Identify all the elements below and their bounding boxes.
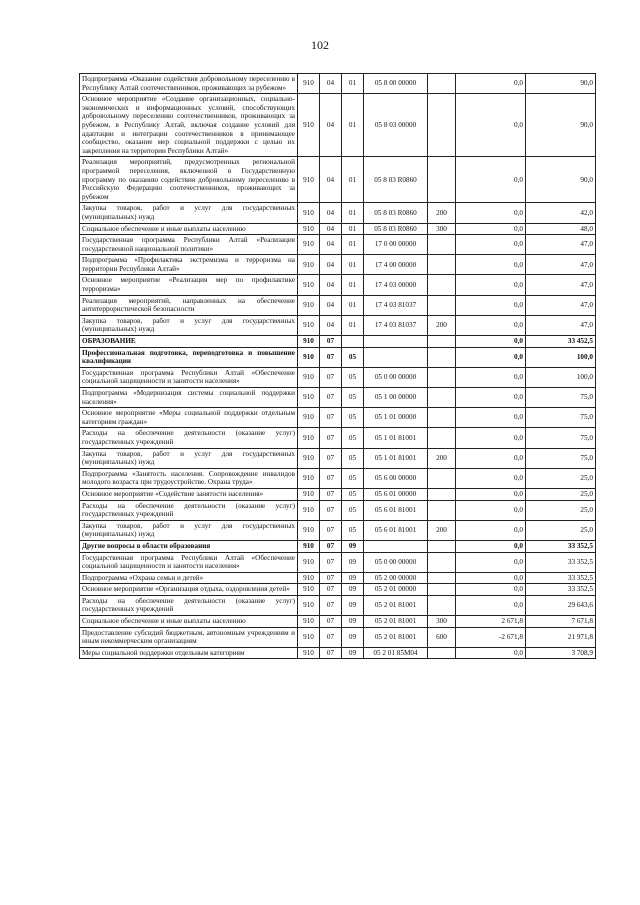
table-row [80,520,596,540]
row-expense-type [428,157,456,203]
table-row [80,647,596,659]
table-row [80,275,596,295]
row-total-amount: 33 352,5 [526,584,596,596]
row-section-code: 04 [320,295,342,315]
row-name: Расходы на обеспечение деятельности (оказание услуг) государственных учреждений [80,595,298,615]
row-subsection-code: 05 [342,520,364,540]
row-expense-type [428,347,456,367]
row-expense-type [428,428,456,448]
row-target-code: 05 6 01 00000 [364,488,428,500]
page-number: 102 [311,38,329,52]
table-row [80,540,596,552]
row-gr-code: 910 [298,408,320,428]
row-target-code: 05 1 01 81001 [364,428,428,448]
row-target-code: 05 8 03 R0860 [364,223,428,235]
row-total-amount: 3 708,9 [526,647,596,659]
row-expense-type [428,255,456,275]
row-total-amount: 25,0 [526,488,596,500]
row-name: Расходы на обеспечение деятельности (оказание услуг) государственных учреждений [80,500,298,520]
row-total-amount: 100,0 [526,367,596,387]
row-expense-type: 300 [428,223,456,235]
row-name: Основное мероприятие «Создание организационных, социально-экономических и информационных условий, способствующих добровольному переселению соотечественников, проживающих за рубежом, в Республику Алтай, включая создание условий для адаптации и интеграции соотечественников в принимающее сообщество, оказание мер социальной поддержки с целью их закрепления на территории Республики Алтай» [80,94,298,157]
row-target-code: 05 6 01 81001 [364,520,428,540]
row-name: Меры социальной поддержки отдельным категориям [80,647,298,659]
row-gr-code: 910 [298,572,320,584]
row-name: Закупка товаров, работ и услуг для государственных (муниципальных) нужд [80,448,298,468]
row-section-code: 04 [320,255,342,275]
row-target-code [364,347,428,367]
row-total-amount: 100,0 [526,347,596,367]
row-section-code: 07 [320,627,342,647]
row-change-amount: 0,0 [456,584,526,596]
table-row [80,347,596,367]
row-name: Подпрограмма «Охрана семьи и детей» [80,572,298,584]
row-gr-code: 910 [298,223,320,235]
row-total-amount: 47,0 [526,295,596,315]
row-target-code: 05 2 00 00000 [364,572,428,584]
row-gr-code: 910 [298,500,320,520]
row-section-code: 07 [320,347,342,367]
row-change-amount: 0,0 [456,74,526,94]
row-subsection-code: 09 [342,540,364,552]
row-name: Государственная программа Республики Алтай «Обеспечение социальной защищенности и занятости населения» [80,552,298,572]
table-row [80,223,596,235]
table-row [80,595,596,615]
row-target-code: 05 6 01 81001 [364,500,428,520]
row-section-code: 04 [320,94,342,157]
row-gr-code: 910 [298,552,320,572]
row-target-code: 05 2 01 81001 [364,616,428,628]
row-target-code: 05 0 00 00000 [364,367,428,387]
row-change-amount: 2 671,8 [456,616,526,628]
row-change-amount: 0,0 [456,647,526,659]
row-subsection-code: 01 [342,223,364,235]
row-subsection-code: 09 [342,595,364,615]
row-section-code: 04 [320,235,342,255]
row-section-code: 04 [320,315,342,335]
table-row [80,488,596,500]
row-gr-code: 910 [298,255,320,275]
row-total-amount: 29 643,6 [526,595,596,615]
row-target-code: 05 1 01 00000 [364,408,428,428]
row-total-amount: 33 452,5 [526,336,596,348]
table-row [80,74,596,94]
row-target-code: 17 4 03 81037 [364,295,428,315]
row-section-code: 07 [320,468,342,488]
row-target-code [364,540,428,552]
table-row [80,448,596,468]
row-target-code [364,336,428,348]
table-row [80,336,596,348]
row-total-amount: 90,0 [526,74,596,94]
row-change-amount: 0,0 [456,428,526,448]
row-expense-type [428,388,456,408]
row-total-amount: 47,0 [526,275,596,295]
row-section-code: 07 [320,647,342,659]
row-expense-type: 200 [428,448,456,468]
row-change-amount: 0,0 [456,408,526,428]
row-subsection-code [342,336,364,348]
table-row [80,500,596,520]
row-section-code: 07 [320,584,342,596]
row-section-code: 07 [320,367,342,387]
row-change-amount: 0,0 [456,275,526,295]
row-name: Основное мероприятие «Меры социальной поддержки отдельным категориям граждан» [80,408,298,428]
row-gr-code: 910 [298,347,320,367]
row-target-code: 17 0 00 00000 [364,235,428,255]
row-expense-type [428,468,456,488]
row-total-amount: 7 671,8 [526,616,596,628]
row-total-amount: 47,0 [526,255,596,275]
row-expense-type: 600 [428,627,456,647]
row-name: Расходы на обеспечение деятельности (оказание услуг) государственных учреждений [80,428,298,448]
row-section-code: 04 [320,157,342,203]
row-target-code: 05 6 00 00000 [364,468,428,488]
table-body [80,74,596,659]
table-row [80,572,596,584]
row-expense-type: 200 [428,203,456,223]
row-gr-code: 910 [298,540,320,552]
row-gr-code: 910 [298,315,320,335]
row-expense-type [428,367,456,387]
row-gr-code: 910 [298,94,320,157]
row-expense-type [428,408,456,428]
row-section-code: 04 [320,275,342,295]
row-gr-code: 910 [298,428,320,448]
row-subsection-code: 05 [342,488,364,500]
row-total-amount: 42,0 [526,203,596,223]
row-change-amount: 0,0 [456,235,526,255]
row-change-amount: 0,0 [456,255,526,275]
row-gr-code: 910 [298,616,320,628]
row-expense-type [428,552,456,572]
row-change-amount: 0,0 [456,468,526,488]
row-change-amount: 0,0 [456,595,526,615]
table-row [80,468,596,488]
row-section-code: 07 [320,572,342,584]
row-target-code: 17 4 00 00000 [364,255,428,275]
row-total-amount: 75,0 [526,388,596,408]
row-total-amount: 90,0 [526,94,596,157]
row-subsection-code: 05 [342,468,364,488]
row-total-amount: 75,0 [526,408,596,428]
row-gr-code: 910 [298,584,320,596]
row-total-amount: 47,0 [526,315,596,335]
row-gr-code: 910 [298,157,320,203]
row-name: ОБРАЗОВАНИЕ [80,336,298,348]
row-change-amount: 0,0 [456,572,526,584]
row-expense-type: 200 [428,315,456,335]
row-target-code: 17 4 03 00000 [364,275,428,295]
row-subsection-code: 09 [342,552,364,572]
row-expense-type [428,500,456,520]
row-name: Подпрограмма «Профилактика экстремизма и терроризма на территории Республики Алтай» [80,255,298,275]
row-change-amount: 0,0 [456,448,526,468]
row-name: Подпрограмма «Модернизация системы социальной поддержки населения» [80,388,298,408]
row-target-code: 05 2 01 81001 [364,595,428,615]
row-subsection-code: 09 [342,616,364,628]
row-total-amount: 47,0 [526,235,596,255]
row-target-code: 05 1 01 81001 [364,448,428,468]
row-change-amount: 0,0 [456,203,526,223]
row-subsection-code: 01 [342,235,364,255]
row-section-code: 07 [320,388,342,408]
row-gr-code: 910 [298,468,320,488]
row-expense-type [428,540,456,552]
row-expense-type [428,488,456,500]
row-change-amount: -2 671,8 [456,627,526,647]
row-expense-type [428,595,456,615]
row-gr-code: 910 [298,627,320,647]
row-name: Основное мероприятие «Содействие занятости населения» [80,488,298,500]
row-section-code: 07 [320,428,342,448]
budget-table [79,73,596,659]
row-total-amount: 33 352,5 [526,540,596,552]
row-subsection-code: 09 [342,572,364,584]
row-total-amount: 90,0 [526,157,596,203]
row-total-amount: 48,0 [526,223,596,235]
row-gr-code: 910 [298,488,320,500]
table-row [80,408,596,428]
row-gr-code: 910 [298,295,320,315]
row-subsection-code: 05 [342,448,364,468]
row-change-amount: 0,0 [456,336,526,348]
row-expense-type [428,647,456,659]
row-expense-type [428,235,456,255]
row-target-code: 05 2 01 85М04 [364,647,428,659]
row-name: Реализация мероприятий, предусмотренных региональной программой переселения, включенной в Государственную программу по оказанию содействия добровольному переселению в Российскую Федерацию соотечественников, проживающих за рубежом [80,157,298,203]
row-total-amount: 25,0 [526,500,596,520]
row-expense-type [428,275,456,295]
row-change-amount: 0,0 [456,223,526,235]
table-row [80,552,596,572]
row-section-code: 04 [320,203,342,223]
table-row [80,157,596,203]
row-subsection-code: 01 [342,94,364,157]
row-name: Подпрограмма «Оказание содействия добровольному переселению в Республику Алтай соотечественников, проживающих за рубежом» [80,74,298,94]
table-row [80,203,596,223]
row-name: Подпрограмма «Занятость населения. Сопровождение инвалидов молодого возраста при трудоустройстве. Охрана труда» [80,468,298,488]
row-section-code: 07 [320,408,342,428]
row-section-code: 07 [320,500,342,520]
row-gr-code: 910 [298,388,320,408]
table-row [80,388,596,408]
row-subsection-code: 05 [342,408,364,428]
row-name: Государственная программа Республики Алтай «Реализация государственной национальной политики» [80,235,298,255]
row-change-amount: 0,0 [456,500,526,520]
row-section-code: 07 [320,552,342,572]
row-expense-type [428,94,456,157]
row-subsection-code: 05 [342,500,364,520]
table-row [80,315,596,335]
row-subsection-code: 09 [342,627,364,647]
row-section-code: 04 [320,74,342,94]
row-gr-code: 910 [298,647,320,659]
row-gr-code: 910 [298,595,320,615]
row-name: Основное мероприятие «Реализация мер по профилактике терроризма» [80,275,298,295]
row-change-amount: 0,0 [456,488,526,500]
row-name: Государственная программа Республики Алтай «Обеспечение социальной защищенности и занятости населения» [80,367,298,387]
row-section-code: 04 [320,223,342,235]
row-name: Закупка товаров, работ и услуг для государственных (муниципальных) нужд [80,315,298,335]
row-change-amount: 0,0 [456,315,526,335]
row-subsection-code: 05 [342,347,364,367]
row-expense-type [428,572,456,584]
row-total-amount: 75,0 [526,448,596,468]
row-target-code: 05 8 03 R0860 [364,203,428,223]
row-gr-code: 910 [298,235,320,255]
row-expense-type [428,584,456,596]
table-row [80,428,596,448]
row-change-amount: 0,0 [456,552,526,572]
table-row [80,255,596,275]
table-row [80,584,596,596]
row-change-amount: 0,0 [456,367,526,387]
table-row [80,235,596,255]
row-total-amount: 33 352,5 [526,572,596,584]
row-change-amount: 0,0 [456,540,526,552]
row-gr-code: 910 [298,336,320,348]
row-total-amount: 33 352,5 [526,552,596,572]
row-section-code: 07 [320,595,342,615]
row-name: Закупка товаров, работ и услуг для государственных (муниципальных) нужд [80,203,298,223]
row-subsection-code: 05 [342,388,364,408]
row-subsection-code: 01 [342,74,364,94]
row-name: Основное мероприятие «Организация отдыха, оздоровления детей» [80,584,298,596]
row-name: Социальное обеспечение и иные выплаты населению [80,223,298,235]
row-subsection-code: 05 [342,428,364,448]
row-gr-code: 910 [298,448,320,468]
row-subsection-code: 01 [342,157,364,203]
row-total-amount: 21 971,8 [526,627,596,647]
row-name: Закупка товаров, работ и услуг для государственных (муниципальных) нужд [80,520,298,540]
table-row [80,367,596,387]
row-total-amount: 25,0 [526,520,596,540]
row-target-code: 05 8 00 00000 [364,74,428,94]
row-subsection-code: 01 [342,295,364,315]
row-gr-code: 910 [298,520,320,540]
row-subsection-code: 01 [342,255,364,275]
table-row [80,627,596,647]
row-name: Социальное обеспечение и иные выплаты населению [80,616,298,628]
row-total-amount: 25,0 [526,468,596,488]
row-section-code: 07 [320,540,342,552]
row-name: Другие вопросы в области образования [80,540,298,552]
row-section-code: 07 [320,520,342,540]
row-section-code: 07 [320,488,342,500]
row-section-code: 07 [320,448,342,468]
row-target-code: 05 2 01 81001 [364,627,428,647]
row-section-code: 07 [320,336,342,348]
row-name: Предоставление субсидий бюджетным, автономным учреждениям и иным некоммерческим организациям [80,627,298,647]
row-change-amount: 0,0 [456,94,526,157]
row-target-code: 05 8 03 00000 [364,94,428,157]
row-name: Реализация мероприятий, направленных на обеспечение антитеррористической безопасности [80,295,298,315]
row-target-code: 05 8 03 R0860 [364,157,428,203]
row-change-amount: 0,0 [456,347,526,367]
row-subsection-code: 01 [342,315,364,335]
row-gr-code: 910 [298,74,320,94]
row-expense-type [428,295,456,315]
row-section-code: 07 [320,616,342,628]
table-row [80,295,596,315]
row-name: Профессиональная подготовка, переподготовка и повышение квалификации [80,347,298,367]
row-target-code: 05 0 00 00000 [364,552,428,572]
row-target-code: 05 2 01 00000 [364,584,428,596]
row-target-code: 05 1 00 00000 [364,388,428,408]
row-subsection-code: 09 [342,647,364,659]
row-expense-type: 300 [428,616,456,628]
row-total-amount: 75,0 [526,428,596,448]
row-change-amount: 0,0 [456,157,526,203]
row-subsection-code: 01 [342,203,364,223]
row-change-amount: 0,0 [456,295,526,315]
row-gr-code: 910 [298,367,320,387]
row-gr-code: 910 [298,275,320,295]
table-row [80,94,596,157]
row-change-amount: 0,0 [456,388,526,408]
row-expense-type: 200 [428,520,456,540]
row-subsection-code: 05 [342,367,364,387]
row-expense-type [428,74,456,94]
table-row [80,616,596,628]
row-subsection-code: 09 [342,584,364,596]
row-change-amount: 0,0 [456,520,526,540]
row-expense-type [428,336,456,348]
row-subsection-code: 01 [342,275,364,295]
row-gr-code: 910 [298,203,320,223]
row-target-code: 17 4 03 81037 [364,315,428,335]
